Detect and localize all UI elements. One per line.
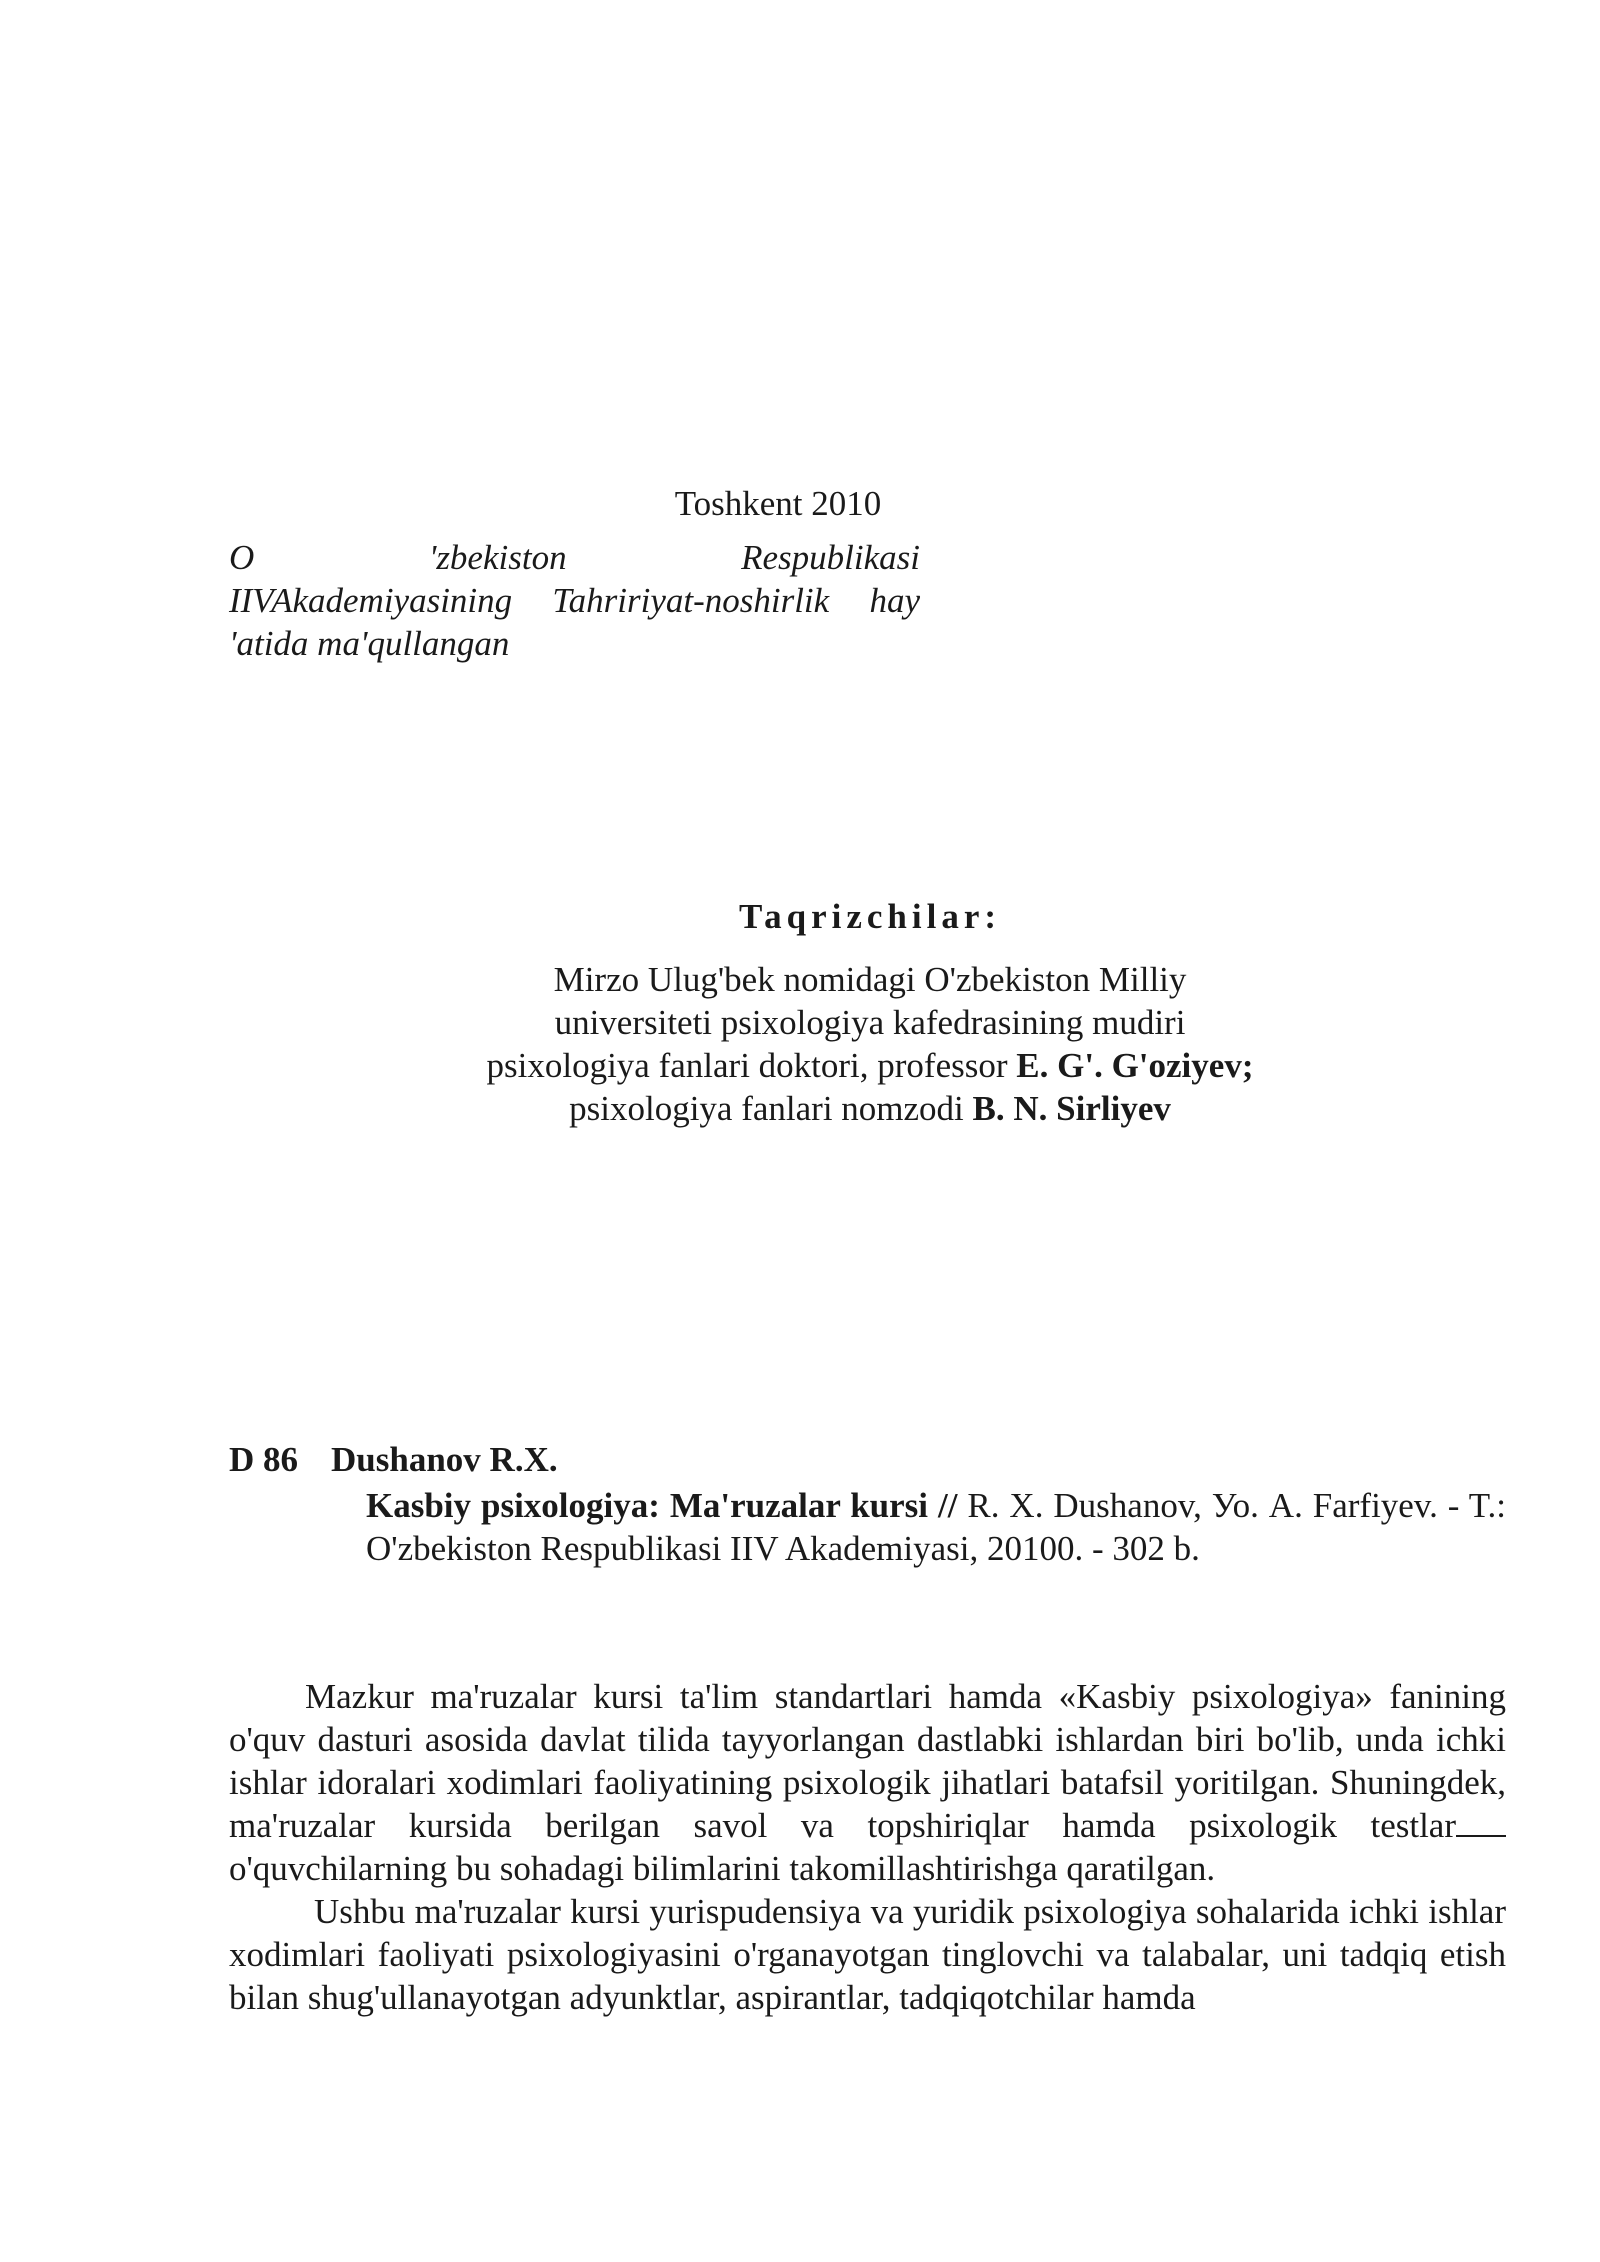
approval-word: hay	[869, 581, 920, 620]
abstract-paragraph-2: Ushbu ma'ruzalar kursi yurispudensiya va yuridik psixologiya sohalarida ichki ishlar xodimlari faoliyati psixologiyasini o'rganayotgan tinglovchi va talabalar, uni tadqiq etish bilan shug'ullanayotgan adyunktlar, aspirantlar, tadqiqotchilar hamda	[229, 1892, 1506, 2017]
approval-line-2	[229, 579, 920, 622]
approval-word: O	[229, 538, 255, 577]
approval-line-1	[229, 536, 920, 579]
catalog-entry	[229, 1440, 558, 1480]
approval-word: Respublikasi	[741, 538, 920, 577]
approval-word: Tahririyat-noshirlik	[552, 581, 830, 620]
reviewer-name: B. N. Sirliyev	[972, 1089, 1171, 1128]
city-year: Toshkent 2010	[674, 484, 882, 523]
reviewers-text-part: Mirzo Ulug'bek nomidagi O'zbekiston Milliy universiteti psixologiya kafedrasining mudiri psixologiya fanlari doktori, professor	[486, 960, 1187, 1085]
reviewers-text-part: psixologiya fanlari nomzodi	[569, 1089, 973, 1128]
abstract	[229, 1675, 1506, 2019]
blank-line	[1456, 1805, 1506, 1837]
abstract-paragraph-1	[229, 1675, 1506, 1890]
bibliography-separator: //	[928, 1486, 968, 1525]
abstract-text: Mazkur ma'ruzalar kursi ta'lim standartlari hamda «Kasbiy psixologiya» fanining o'quv dasturi asosida davlat tilida tayyorlangan dastlabki ishlardan biri bo'lib, unda ichki ishlar idoralari xodimlari faoliyatining psixologik jihatlari batafsil yoritilgan. Shuningdek, ma'ruzalar kursida berilgan savol va topshiriqlar hamda psixologik testlar	[229, 1677, 1506, 1845]
book-title: Kasbiy psixologiya: Ma'ruzalar kursi	[366, 1486, 929, 1525]
bibliographic-record	[366, 1484, 1506, 1570]
reviewer-name: E. G'. G'oziyev;	[1016, 1046, 1254, 1085]
reviewers-heading: Taqrizchilar:	[738, 897, 1002, 936]
reviewers-text	[480, 958, 1260, 1130]
approval-note	[229, 536, 920, 665]
approval-word: IIVAkademiyasining	[229, 581, 513, 620]
catalog-author: Dushanov R.X.	[331, 1440, 558, 1479]
abstract-text: o'quvchilarning bu sohadagi bilimlarini takomillashtirishga qaratilgan.	[229, 1849, 1216, 1888]
approval-line-3: 'atida ma'qullangan	[229, 624, 510, 663]
bibliography-details: R. X. Dushanov, Уо. A. Farfiyev. - T.: O'zbekiston Respublikasi IIV Akademiyasi, 20100. - 302 b.	[366, 1486, 1506, 1568]
approval-word: 'zbekiston	[428, 538, 567, 577]
catalog-code: D 86	[229, 1440, 299, 1479]
